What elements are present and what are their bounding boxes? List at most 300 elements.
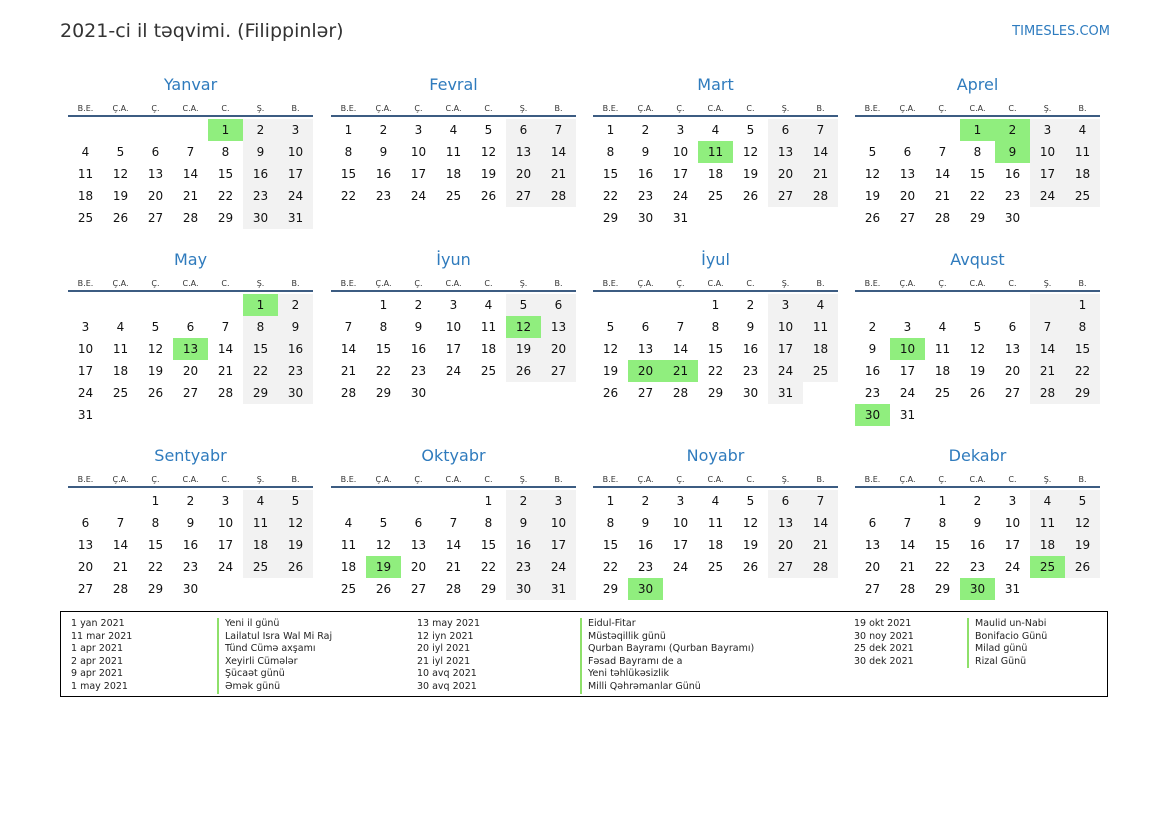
weekday-label: C.	[1008, 279, 1017, 288]
weekday-label: B.E.	[77, 475, 94, 484]
weekday-label: Ç.A.	[375, 104, 392, 113]
legend-holiday-name: Şücaət günü	[217, 668, 332, 681]
calendar-day: 16	[1004, 167, 1021, 181]
calendar-day: 21	[899, 560, 916, 574]
calendar-day: 8	[711, 320, 720, 334]
calendar-day: 17	[278, 163, 313, 185]
calendar-day: 8	[484, 516, 493, 530]
empty-day	[68, 294, 103, 316]
calendar-day: 18	[1030, 534, 1065, 556]
legend-holiday-name: Milad günü	[967, 643, 1047, 656]
weekday-label: C.	[484, 279, 493, 288]
calendar-day: 6	[768, 119, 803, 141]
calendar-day: 18	[77, 189, 94, 203]
calendar-day: 1	[484, 494, 493, 508]
calendar-day: 9	[379, 145, 388, 159]
legend-date: 1 apr 2021	[71, 643, 124, 655]
calendar-day: 12	[278, 512, 313, 534]
weekday-label: C.	[221, 104, 230, 113]
calendar-day: 21	[217, 364, 234, 378]
calendar-day: 4	[938, 320, 947, 334]
legend-dates	[71, 618, 132, 694]
holiday-day: 30	[960, 578, 995, 600]
calendar-day: 27	[541, 360, 576, 382]
calendar-day: 3	[278, 119, 313, 141]
calendar-day: 8	[1065, 316, 1100, 338]
calendar-day: 11	[340, 538, 357, 552]
weekday-label: B.E.	[602, 475, 619, 484]
calendar-day: 7	[116, 516, 125, 530]
weekday-label: C.	[221, 475, 230, 484]
empty-day	[890, 490, 925, 512]
calendar-day: 2	[414, 298, 423, 312]
month-title: Fevral	[429, 75, 478, 94]
day-grid	[593, 292, 838, 404]
empty-day	[436, 490, 471, 512]
calendar-day: 22	[340, 189, 357, 203]
calendar-day: 21	[541, 163, 576, 185]
calendar-day: 11	[707, 516, 724, 530]
calendar-day: 17	[1030, 163, 1065, 185]
calendar-day: 23	[375, 189, 392, 203]
weekday-label: B.	[291, 104, 300, 113]
weekday-label: Ç.	[938, 104, 947, 113]
calendar-day: 24	[672, 189, 689, 203]
calendar-day: 4	[484, 298, 493, 312]
calendar-day: 3	[541, 490, 576, 512]
calendar-day: 5	[484, 123, 493, 137]
weekday-label: Ç.	[151, 475, 160, 484]
empty-day	[138, 294, 173, 316]
weekday-label: Ç.	[414, 104, 423, 113]
calendar-day: 15	[934, 538, 951, 552]
legend-dates	[417, 618, 480, 694]
month-4	[855, 75, 1100, 229]
calendar-day: 14	[803, 512, 838, 534]
weekday-label: Ç.A.	[637, 279, 654, 288]
month-title: Oktyabr	[421, 446, 486, 465]
calendar-day: 9	[868, 342, 877, 356]
calendar-day: 11	[112, 342, 129, 356]
empty-day	[208, 294, 243, 316]
calendar-day: 2	[973, 494, 982, 508]
calendar-day: 2	[243, 119, 278, 141]
legend-holiday-name: Qurban Bayramı (Qurban Bayramı)	[580, 643, 754, 656]
calendar-day: 23	[1004, 189, 1021, 203]
weekday-label: B.	[1078, 475, 1087, 484]
calendar-day: 7	[803, 119, 838, 141]
empty-day	[855, 294, 890, 316]
empty-day	[68, 119, 103, 141]
calendar-day: 23	[742, 364, 759, 378]
weekday-header	[331, 270, 576, 290]
calendar-day: 12	[375, 538, 392, 552]
calendar-day: 15	[147, 538, 164, 552]
calendar-day: 22	[217, 189, 234, 203]
calendar-day: 21	[182, 189, 199, 203]
calendar-day: 3	[81, 320, 90, 334]
calendar-day: 23	[969, 560, 986, 574]
calendar-day: 24	[77, 386, 94, 400]
calendar-day: 27	[77, 582, 94, 596]
calendar-day: 12	[1065, 512, 1100, 534]
calendar-day: 25	[480, 364, 497, 378]
calendar-day: 21	[112, 560, 129, 574]
weekday-label: C.A.	[707, 475, 724, 484]
calendar-day: 3	[768, 294, 803, 316]
weekday-label: Ş.	[256, 104, 265, 113]
legend-holiday-name: Eidul-Fitar	[580, 618, 754, 631]
empty-day	[401, 490, 436, 512]
calendar-day: 30	[742, 386, 759, 400]
weekday-label: Ç.	[938, 475, 947, 484]
weekday-label: B.	[554, 279, 563, 288]
calendar-day: 14	[182, 167, 199, 181]
weekday-label: B.E.	[864, 279, 881, 288]
holiday-day: 11	[698, 141, 733, 163]
calendar-day: 25	[77, 211, 94, 225]
calendar-day: 4	[449, 123, 458, 137]
calendar-day: 13	[768, 141, 803, 163]
weekday-label: Ç.A.	[112, 279, 129, 288]
calendar-day: 27	[1004, 386, 1021, 400]
calendar-day: 11	[1030, 512, 1065, 534]
empty-day	[960, 294, 995, 316]
calendar-day: 13	[410, 538, 427, 552]
weekday-label: C.A.	[445, 279, 462, 288]
weekday-label: Ş.	[519, 475, 528, 484]
month-title: İyun	[436, 250, 471, 269]
calendar-day: 26	[480, 189, 497, 203]
calendar-day: 29	[969, 211, 986, 225]
calendar-day: 12	[112, 167, 129, 181]
calendar-day: 19	[112, 189, 129, 203]
calendar-day: 1	[1065, 294, 1100, 316]
weekday-label: Ş.	[1043, 475, 1052, 484]
calendar-day: 18	[707, 167, 724, 181]
calendar-day: 13	[899, 167, 916, 181]
calendar-day: 14	[217, 342, 234, 356]
calendar-day: 13	[768, 512, 803, 534]
calendar-day: 25	[445, 189, 462, 203]
calendar-day: 2	[186, 494, 195, 508]
weekday-header	[855, 466, 1100, 486]
calendar-day: 29	[602, 211, 619, 225]
calendar-day: 27	[147, 211, 164, 225]
calendar-day: 8	[243, 316, 278, 338]
calendar-day: 24	[1030, 185, 1065, 207]
calendar-day: 10	[768, 316, 803, 338]
calendar-day: 4	[1065, 119, 1100, 141]
calendar-day: 30	[506, 578, 541, 600]
calendar-day: 9	[278, 316, 313, 338]
month-title: May	[173, 250, 208, 269]
calendar-day: 9	[641, 145, 650, 159]
calendar-day: 7	[186, 145, 195, 159]
calendar-day: 7	[541, 119, 576, 141]
weekday-label: C.	[746, 279, 755, 288]
holiday-day: 10	[890, 338, 925, 360]
calendar-day: 22	[243, 360, 278, 382]
calendar-day: 7	[449, 516, 458, 530]
weekday-label: B.E.	[77, 279, 94, 288]
calendar-day: 23	[182, 560, 199, 574]
holiday-day: 21	[663, 360, 698, 382]
calendar-day: 20	[410, 560, 427, 574]
calendar-day: 18	[803, 338, 838, 360]
calendar-day: 25	[803, 360, 838, 382]
holiday-day: 30	[628, 578, 663, 600]
empty-day	[925, 294, 960, 316]
calendar-day: 10	[1030, 141, 1065, 163]
calendar-day: 7	[676, 320, 685, 334]
calendar-day: 30	[182, 582, 199, 596]
calendar-day: 30	[410, 386, 427, 400]
calendar-day: 19	[742, 167, 759, 181]
calendar-day: 16	[278, 338, 313, 360]
calendar-day: 20	[1004, 364, 1021, 378]
weekday-label: Ç.A.	[375, 475, 392, 484]
calendar-day: 31	[899, 408, 916, 422]
calendar-day: 14	[541, 141, 576, 163]
legend-holiday-name: Yeni təhlükəsizlik	[580, 668, 754, 681]
calendar-day: 5	[278, 490, 313, 512]
empty-day	[855, 119, 890, 141]
legend-holiday-name: Xeyirli Cümələr	[217, 656, 332, 669]
calendar-day: 28	[803, 185, 838, 207]
calendar-day: 3	[1030, 119, 1065, 141]
month-title: Mart	[697, 75, 734, 94]
calendar-day: 29	[1065, 382, 1100, 404]
calendar-day: 10	[217, 516, 234, 530]
calendar-day: 21	[803, 534, 838, 556]
calendar-day: 21	[1030, 360, 1065, 382]
calendar-day: 19	[602, 364, 619, 378]
weekday-label: Ç.	[414, 279, 423, 288]
weekday-header	[855, 95, 1100, 115]
calendar-day: 22	[480, 560, 497, 574]
calendar-day: 18	[243, 534, 278, 556]
calendar-day: 18	[340, 560, 357, 574]
calendar-day: 28	[899, 582, 916, 596]
calendar-day: 5	[379, 516, 388, 530]
calendar-day: 9	[746, 320, 755, 334]
calendar-day: 16	[182, 538, 199, 552]
calendar-day: 30	[243, 207, 278, 229]
weekday-label: C.	[746, 104, 755, 113]
legend-names	[580, 618, 754, 694]
holiday-day: 13	[173, 338, 208, 360]
month-1	[68, 75, 313, 229]
calendar-day: 1	[344, 123, 353, 137]
calendar-day: 29	[147, 582, 164, 596]
weekday-header	[68, 95, 313, 115]
weekday-label: C.	[1008, 475, 1017, 484]
legend-date: 1 may 2021	[71, 680, 128, 692]
calendar-day: 10	[445, 320, 462, 334]
month-8	[855, 250, 1100, 426]
page-title: 2021-ci il təqvimi. (Filippinlər)	[60, 20, 344, 42]
calendar-day: 6	[868, 516, 877, 530]
calendar-day: 20	[541, 338, 576, 360]
calendar-day: 2	[641, 494, 650, 508]
calendar-day: 10	[77, 342, 94, 356]
weekday-label: Ç.	[676, 475, 685, 484]
calendar-day: 22	[602, 560, 619, 574]
calendar-day: 15	[602, 167, 619, 181]
calendar-day: 15	[969, 167, 986, 181]
calendar-day: 23	[278, 360, 313, 382]
calendar-day: 6	[81, 516, 90, 530]
weekday-label: Ş.	[781, 279, 790, 288]
calendar-day: 11	[803, 316, 838, 338]
calendar-day: 4	[344, 516, 353, 530]
calendar-day: 20	[899, 189, 916, 203]
legend-date: 30 avq 2021	[417, 680, 477, 692]
holiday-day: 2	[995, 119, 1030, 141]
calendar-day: 18	[480, 342, 497, 356]
calendar-day: 22	[934, 560, 951, 574]
calendar-day: 19	[969, 364, 986, 378]
calendar-day: 22	[147, 560, 164, 574]
calendar-day: 4	[116, 320, 125, 334]
calendar-day: 18	[112, 364, 129, 378]
legend-date: 10 avq 2021	[417, 668, 477, 680]
legend-date: 11 mar 2021	[71, 630, 133, 642]
calendar-day: 6	[641, 320, 650, 334]
calendar-day: 3	[676, 494, 685, 508]
calendar-day: 27	[864, 582, 881, 596]
weekday-header	[331, 466, 576, 486]
calendar-day: 14	[672, 342, 689, 356]
calendar-day: 20	[147, 189, 164, 203]
calendar-day: 17	[672, 167, 689, 181]
calendar-day: 12	[602, 342, 619, 356]
calendar-day: 22	[969, 189, 986, 203]
calendar-day: 18	[934, 364, 951, 378]
month-3	[593, 75, 838, 229]
month-title: Noyabr	[686, 446, 745, 465]
weekday-label: Ç.A.	[112, 104, 129, 113]
calendar-day: 23	[243, 185, 278, 207]
calendar-day: 24	[899, 386, 916, 400]
calendar-day: 8	[938, 516, 947, 530]
calendar-day: 28	[217, 386, 234, 400]
day-grid	[331, 292, 576, 404]
calendar-day: 25	[934, 386, 951, 400]
weekday-header	[68, 270, 313, 290]
calendar-day: 21	[934, 189, 951, 203]
legend-names	[217, 618, 332, 694]
legend-dates	[854, 618, 914, 668]
calendar-day: 15	[602, 538, 619, 552]
calendar-day: 16	[410, 342, 427, 356]
weekday-label: Ş.	[781, 475, 790, 484]
legend-holiday-name: Bonifacio Günü	[967, 631, 1047, 644]
empty-day	[593, 294, 628, 316]
calendar-day: 2	[506, 490, 541, 512]
weekday-label: B.E.	[340, 279, 357, 288]
calendar-day: 1	[151, 494, 160, 508]
calendar-day: 28	[672, 386, 689, 400]
calendar-day: 24	[541, 556, 576, 578]
calendar-day: 28	[803, 556, 838, 578]
month-7	[593, 250, 838, 404]
legend-holiday-name: Fəsad Bayramı de a	[580, 656, 754, 669]
legend-holiday-name: Tünd Cümə axşamı	[217, 643, 332, 656]
calendar-day: 27	[768, 556, 803, 578]
calendar-day: 6	[151, 145, 160, 159]
calendar-day: 22	[375, 364, 392, 378]
weekday-label: B.	[816, 104, 825, 113]
calendar-day: 17	[410, 167, 427, 181]
holiday-day: 12	[506, 316, 541, 338]
weekday-header	[68, 466, 313, 486]
calendar-day: 22	[602, 189, 619, 203]
calendar-day: 5	[746, 123, 755, 137]
calendar-day: 19	[147, 364, 164, 378]
calendar-day: 25	[707, 560, 724, 574]
month-2	[331, 75, 576, 207]
calendar-day: 28	[340, 386, 357, 400]
month-10	[331, 446, 576, 600]
calendar-day: 19	[480, 167, 497, 181]
calendar-day: 26	[742, 189, 759, 203]
calendar-day: 15	[217, 167, 234, 181]
month-title: Dekabr	[948, 446, 1007, 465]
legend-date: 2 apr 2021	[71, 655, 124, 667]
calendar-day: 25	[707, 189, 724, 203]
calendar-day: 31	[768, 382, 803, 404]
weekday-label: B.	[554, 104, 563, 113]
calendar-day: 2	[746, 298, 755, 312]
calendar-day: 22	[1065, 360, 1100, 382]
month-title: Avqust	[950, 250, 1005, 269]
calendar-day: 21	[803, 163, 838, 185]
weekday-label: C.	[746, 475, 755, 484]
calendar-day: 5	[973, 320, 982, 334]
weekday-label: C.A.	[445, 475, 462, 484]
calendar-day: 31	[672, 211, 689, 225]
calendar-day: 29	[217, 211, 234, 225]
calendar-day: 3	[676, 123, 685, 137]
calendar-day: 3	[414, 123, 423, 137]
brand-link[interactable]: TIMESLES.COM	[1012, 24, 1110, 39]
weekday-label: Ç.A.	[637, 475, 654, 484]
calendar-day: 7	[903, 516, 912, 530]
calendar-day: 24	[445, 364, 462, 378]
calendar-day: 24	[768, 360, 803, 382]
calendar-day: 11	[243, 512, 278, 534]
weekday-label: B.	[554, 475, 563, 484]
weekday-label: Ç.	[414, 475, 423, 484]
weekday-label: Ş.	[781, 104, 790, 113]
calendar-day: 9	[414, 320, 423, 334]
calendar-day: 3	[1008, 494, 1017, 508]
empty-day	[68, 490, 103, 512]
calendar-day: 28	[541, 185, 576, 207]
calendar-day: 16	[506, 534, 541, 556]
weekday-label: C.A.	[707, 279, 724, 288]
calendar-day: 1	[606, 123, 615, 137]
calendar-day: 8	[221, 145, 230, 159]
weekday-label: B.	[291, 475, 300, 484]
empty-day	[173, 294, 208, 316]
weekday-label: Ç.A.	[637, 104, 654, 113]
calendar-day: 1	[711, 298, 720, 312]
weekday-label: C.A.	[969, 475, 986, 484]
calendar-day: 8	[344, 145, 353, 159]
